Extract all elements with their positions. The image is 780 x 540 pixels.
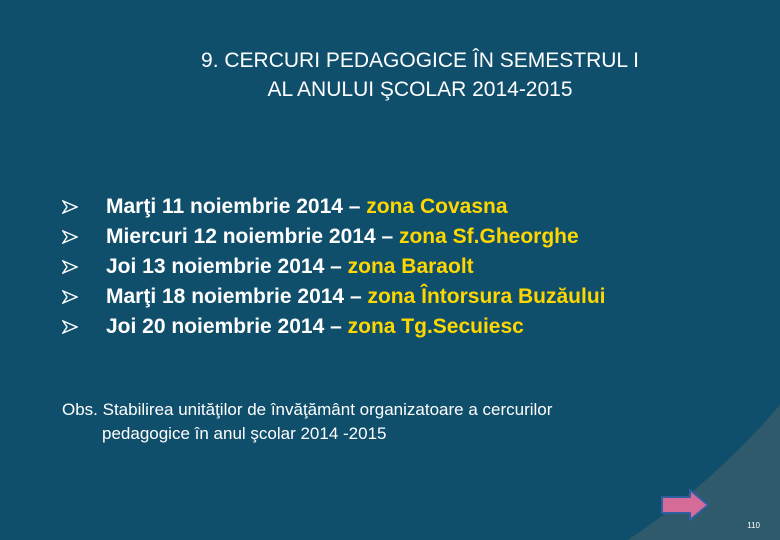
- slide-title-line2: AL ANULUI ŞCOLAR 2014-2015: [267, 78, 573, 101]
- slide-title: [120, 46, 720, 104]
- slide-title-line1: 9. CERCURI PEDAGOGICE ÎN SEMESTRUL I: [201, 49, 639, 72]
- schedule-zone: zona Baraolt: [347, 255, 474, 278]
- schedule-item: [62, 222, 605, 252]
- page-number: 110: [747, 521, 760, 530]
- schedule-item: [62, 282, 605, 312]
- schedule-item: [62, 312, 605, 342]
- schedule-zone: zona Covasna: [366, 195, 508, 218]
- schedule-date: Marţi 18 noiembrie 2014 –: [106, 285, 368, 308]
- schedule-zone: zona Sf.Gheorghe: [398, 225, 579, 248]
- schedule-item: [62, 192, 605, 222]
- schedule-zone: zona Tg.Secuiesc: [347, 315, 524, 338]
- arrow-bullet-icon: [62, 320, 78, 334]
- observation-note: [62, 398, 712, 446]
- arrow-bullet-icon: [62, 260, 78, 274]
- schedule-date: Joi 13 noiembrie 2014 –: [106, 255, 348, 278]
- arrow-bullet-icon: [62, 290, 78, 304]
- schedule-date: Miercuri 12 noiembrie 2014 –: [106, 225, 399, 248]
- observation-line1: Obs. Stabilirea unităţilor de învăţământ organizatoare a cercurilor: [62, 400, 553, 419]
- schedule-zone: zona Întorsura Buzăului: [367, 285, 606, 308]
- next-arrow-icon[interactable]: [660, 488, 710, 522]
- arrow-bullet-icon: [62, 230, 78, 244]
- arrow-bullet-icon: [62, 200, 78, 214]
- schedule-item: [62, 252, 605, 282]
- schedule-date: Marţi 11 noiembrie 2014 –: [106, 195, 367, 218]
- schedule-date: Joi 20 noiembrie 2014 –: [106, 315, 348, 338]
- observation-line2: pedagogice în anul şcolar 2014 -2015: [102, 424, 387, 443]
- schedule-list: [62, 192, 605, 342]
